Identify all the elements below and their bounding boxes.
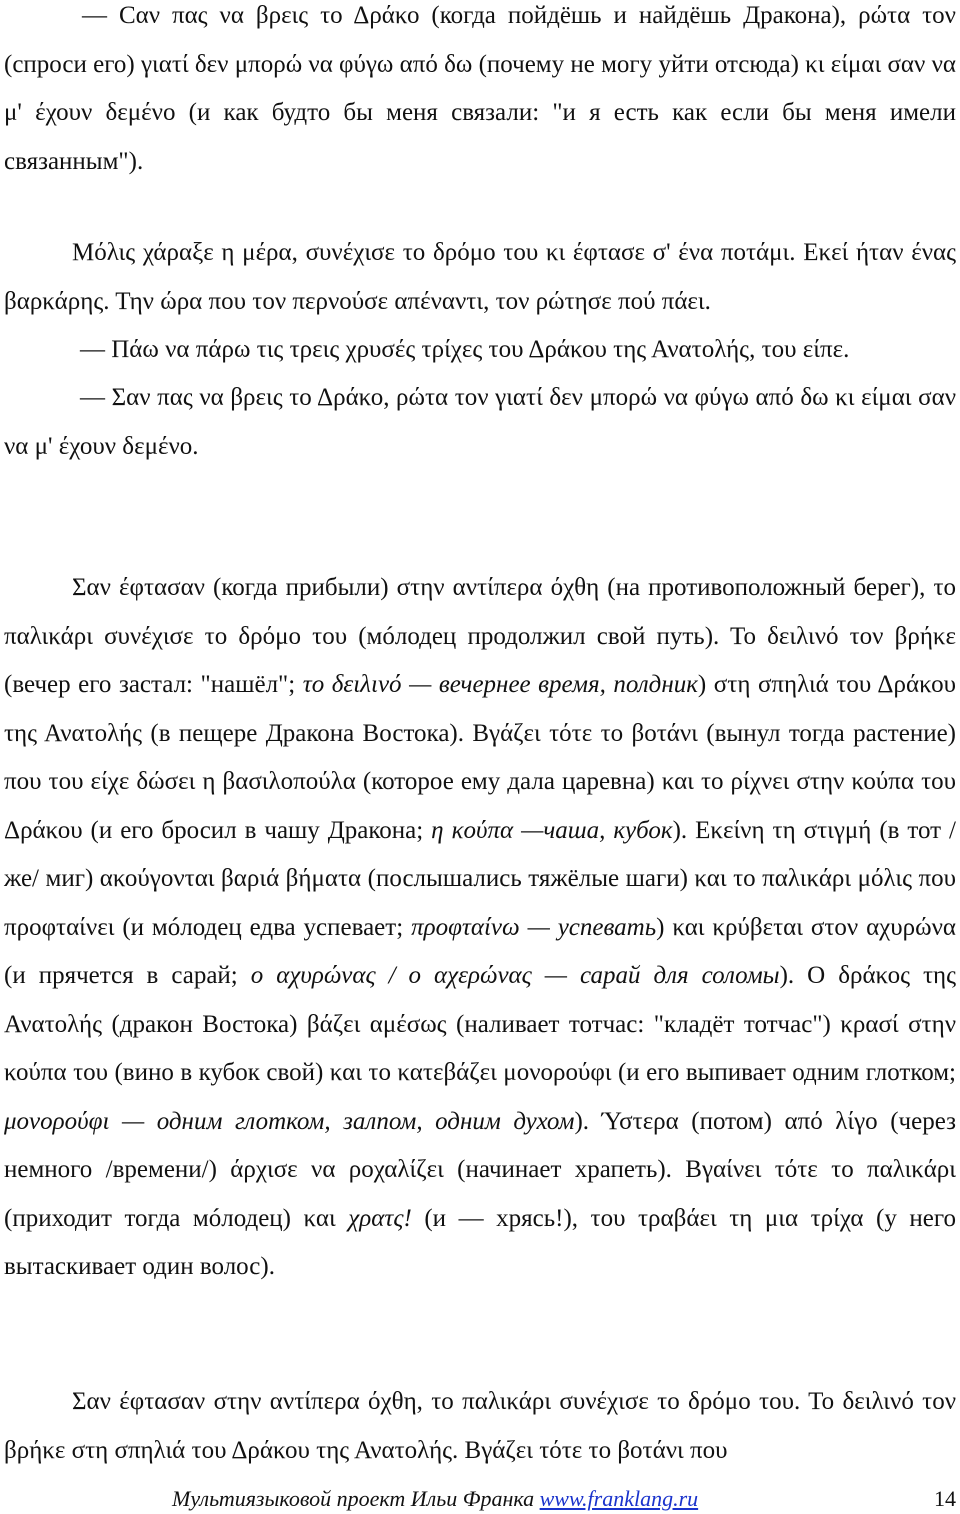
italic-gloss: το δειλινό — вечернее время, полдник <box>302 671 698 698</box>
text-segment: ) και κρύβεται στον αχυρώνα (и прячется в сарай; <box>4 913 956 989</box>
paragraph <box>4 374 956 471</box>
italic-gloss: ο αχυρώνας / ο αχερώνας — сарай для соломы <box>250 962 780 989</box>
text-segment: Μόλις χάραξε η μέρα, συνέχισε το δρόμο του κι έφτασε σ' ένα ποτάμι. Εκεί ήταν ένας βαρκάρης. Την ώρα που τον περνούσε απέναντι, τον ρώτησε πού πάει. <box>4 239 956 315</box>
paragraph <box>4 326 956 375</box>
text-segment: — Сαν πας να βρεις το Δράκο (когда пойдёшь и найдёшь Дракона), ρώτα τον (спроси его) γιατί δεν μπορώ να φύγω από δω (почему не могу уйти отсюда) κι είμαι σαν να μ' έχουν δεμένο (и как будто бы меня связали: "и я есть как если бы меня имели связанным"). <box>4 2 956 175</box>
text-segment: ) στη σπηλιά του Δράκου της Ανατολής (в пещере Дракона Востока). Βγάζει τότε το βοτάνι (вынул тогда растение) που του είχε δώσει η βασιλοπούλα (которое ему дала царевна) και το ρίχνει στην κούπα του Δράκου (и его бросил в чашу Дракона; <box>4 671 956 844</box>
text-segment: Σαν έφτασαν (когда прибыли) στην αντίπερα όχθη (на противоположный берег), το παλικάρι συνέχισε το δρόμο του (мóлодец продолжил свой путь). Το δειλινό τον βρήκε (вечер его застал: "нашёл"; <box>4 574 956 698</box>
text-segment: ). Ο δράκος της Ανατολής (дракон Востока) βάζει αμέσως (наливает тотчас: "кладёт тотчас") κρασί στην κούπα του (вино в кубок свой) και το κατεβάζει μονορούφι (и его выпивает одним глотком; <box>4 962 956 1086</box>
page-number: 14 <box>934 1486 956 1511</box>
paragraph <box>4 0 956 186</box>
paragraph <box>4 229 956 326</box>
text-segment: (и — хрясь!), του τραβάει τη μια τρίχα (у него вытаскивает один волос). <box>4 1204 956 1280</box>
text-segment: Σαν έφτασαν στην αντίπερα όχθη, το παλικάρι συνέχισε το δρόμο του. Το δειλινό τον βρήκε στη σπηλιά του Δράκου της Ανατολής. Βγάζει τότε το βοτάνι που <box>4 1388 956 1464</box>
text-segment: — Σαν πας να βρεις το Δράκο, ρώτα τον γιατί δεν μπορώ να φύγω από δω κι είμαι σαν να μ' έχουν δεμένο. <box>4 384 956 460</box>
text-segment: — Πάω να πάρω τις τρεις χρυσές τρίχες του Δράκου της Ανατολής, του είπε. <box>80 336 850 363</box>
italic-gloss: η κούπα —чаша, кубок <box>431 816 673 844</box>
footer-project <box>172 1484 698 1514</box>
paragraph <box>4 564 956 1292</box>
italic-gloss: χρατς! <box>348 1204 412 1232</box>
text-segment: ). Ύστερα (потом) από λίγο (через немного /времени/) άρχισε να ροχαλίζει (начинает храпеть). Βγαίνει τότε το παλικάρι (приходит тогда мóлодец) και <box>4 1107 956 1232</box>
project-name: Мультиязыковой проект Ильи Франка <box>172 1486 535 1511</box>
paragraph <box>4 1378 956 1475</box>
italic-gloss: προφταίνω — успевать <box>411 913 657 941</box>
italic-gloss: μονορούφι — одним глотком, залпом, одним духом <box>4 1107 575 1135</box>
page-footer <box>0 1484 960 1514</box>
website-link[interactable]: www.franklang.ru <box>539 1486 699 1511</box>
text-segment: ). Εκείνη τη στιγμή (в тот /же/ миг) ακούγονται βαριά βήματα (послышались тяжёлые шаги) και το παλικάρι μόλις που προφταίνει (и мóлодец едва успевает; <box>4 816 956 941</box>
